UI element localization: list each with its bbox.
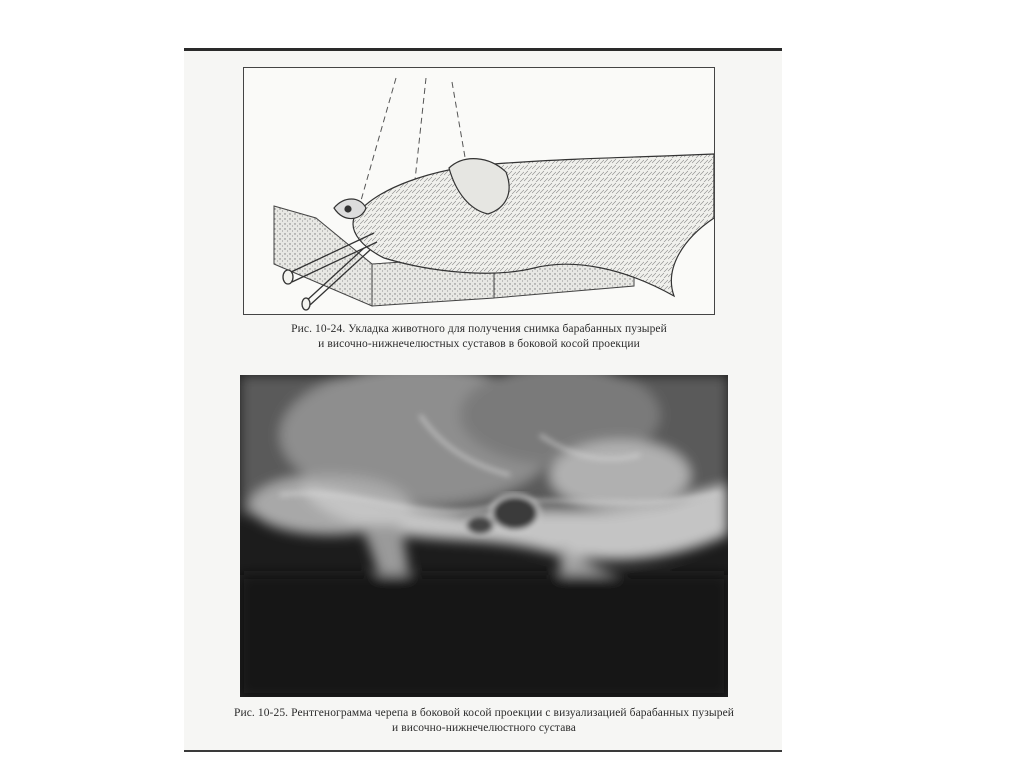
positioning-drawing xyxy=(244,68,715,315)
skull-radiograph xyxy=(240,375,728,697)
figure-2-caption-line-1: Рис. 10-25. Рентгенограмма черепа в боковой косой проекции с визуализацией барабанных пузырей xyxy=(233,707,735,719)
scanned-book-page xyxy=(184,48,782,752)
positioning-illustration xyxy=(243,67,715,315)
figure-1-caption-line-2: и височно-нижнечелюстных суставов в боковой косой проекции xyxy=(318,338,640,350)
figure-1-caption xyxy=(224,322,734,352)
figure-2-caption-line-2: и височно-нижнечелюстного сустава xyxy=(392,722,576,734)
figure-2-caption xyxy=(194,706,774,736)
radiograph-image xyxy=(240,375,728,697)
figure-1-caption-line-1: Рис. 10-24. Укладка животного для получения снимка барабанных пузырей xyxy=(291,323,667,335)
